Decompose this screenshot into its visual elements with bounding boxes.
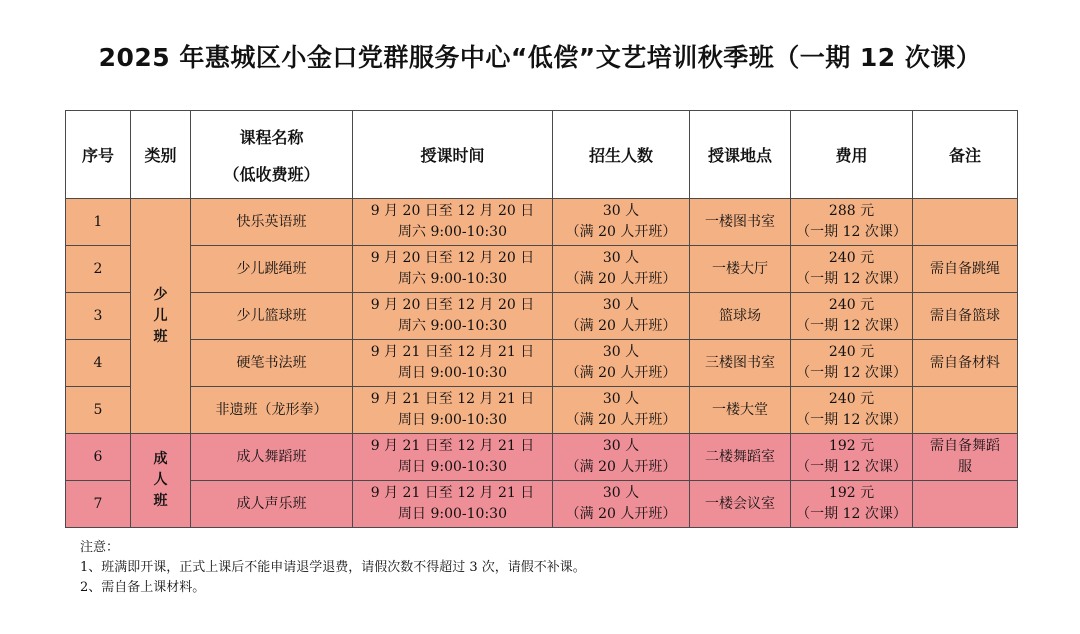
- fee: [791, 293, 913, 340]
- header-index: 序号: [66, 111, 131, 199]
- enrollment-count: 30 人: [602, 391, 640, 407]
- class-location: 三楼图书室: [690, 340, 791, 387]
- remark: [913, 387, 1018, 434]
- fee-note: （一期 12 次课）: [796, 318, 907, 334]
- enrollment: [553, 199, 690, 246]
- header-course: [191, 111, 353, 199]
- header-course-line2: （低收费班）: [223, 164, 320, 184]
- class-location: 二楼舞蹈室: [690, 434, 791, 481]
- remark: [913, 434, 1018, 481]
- row-index: 1: [66, 199, 131, 246]
- enrollment: [553, 481, 690, 528]
- enrollment-note: （满 20 人开班）: [565, 224, 677, 240]
- row-index: 6: [66, 434, 131, 481]
- course-name: 成人舞蹈班: [191, 434, 353, 481]
- category-char: 班: [153, 328, 168, 345]
- fee: [791, 340, 913, 387]
- table-row: [66, 246, 1018, 293]
- enrollment: [553, 293, 690, 340]
- category-char: 儿: [153, 307, 168, 324]
- fee-note: （一期 12 次课）: [796, 365, 907, 381]
- class-weekday-time: 周六 9:00-10:30: [398, 318, 507, 334]
- fee-note: （一期 12 次课）: [796, 412, 907, 428]
- course-name: 少儿跳绳班: [191, 246, 353, 293]
- table-row: [66, 340, 1018, 387]
- class-weekday-time: 周日 9:00-10:30: [398, 412, 507, 428]
- course-schedule-table: [65, 110, 1018, 528]
- class-location: 篮球场: [690, 293, 791, 340]
- enrollment-note: （满 20 人开班）: [565, 412, 677, 428]
- course-name: 成人声乐班: [191, 481, 353, 528]
- notes-section: [80, 538, 586, 598]
- category-char: 人: [153, 472, 168, 488]
- class-location: 一楼大堂: [690, 387, 791, 434]
- class-location: 一楼图书室: [690, 199, 791, 246]
- notes-heading: 注意：: [80, 540, 120, 555]
- fee: [791, 481, 913, 528]
- course-name: 非遗班（龙形拳）: [191, 387, 353, 434]
- class-time: [353, 199, 553, 246]
- enrollment-note: （满 20 人开班）: [565, 459, 677, 475]
- category-kids: [131, 199, 191, 434]
- enrollment: [553, 387, 690, 434]
- header-course-line1: 课程名称: [239, 127, 304, 147]
- table-row: [66, 387, 1018, 434]
- class-date-range: 9 月 20 日至 12 月 20 日: [370, 250, 535, 266]
- category-adults: [131, 434, 191, 528]
- header-time: 授课时间: [353, 111, 553, 199]
- enrollment-count: 30 人: [602, 250, 640, 266]
- row-index: 5: [66, 387, 131, 434]
- header-notes: 备注: [913, 111, 1018, 199]
- course-name: 少儿篮球班: [191, 293, 353, 340]
- class-location: 一楼大厅: [690, 246, 791, 293]
- fee-note: （一期 12 次课）: [796, 271, 907, 287]
- page-title: 2025 年惠城区小金口党群服务中心“低偿”文艺培训秋季班（一期 12 次课）: [98, 43, 982, 72]
- header-fee: 费用: [791, 111, 913, 199]
- class-time: [353, 434, 553, 481]
- class-time: [353, 340, 553, 387]
- fee-amount: 192 元: [828, 438, 875, 454]
- enrollment-count: 30 人: [602, 485, 640, 501]
- enrollment-note: （满 20 人开班）: [565, 506, 677, 522]
- class-time: [353, 246, 553, 293]
- remark-text: 需自备舞蹈服: [930, 438, 1000, 475]
- header-category: 类别: [131, 111, 191, 199]
- class-time: [353, 387, 553, 434]
- table-header-row: [66, 111, 1018, 199]
- fee-amount: 240 元: [828, 250, 875, 266]
- class-weekday-time: 周日 9:00-10:30: [398, 459, 507, 475]
- remark: 需自备材料: [913, 340, 1018, 387]
- notes-item: 1、班满即开课，正式上课后不能申请退学退费，请假次数不得超过 3 次，请假不补课。: [80, 560, 586, 575]
- fee-note: （一期 12 次课）: [796, 459, 907, 475]
- enrollment: [553, 246, 690, 293]
- enrollment-count: 30 人: [602, 297, 640, 313]
- class-date-range: 9 月 20 日至 12 月 20 日: [370, 203, 535, 219]
- fee-amount: 288 元: [828, 203, 875, 219]
- row-index: 4: [66, 340, 131, 387]
- fee-amount: 240 元: [828, 344, 875, 360]
- enrollment: [553, 434, 690, 481]
- enrollment-count: 30 人: [602, 203, 640, 219]
- course-name: 快乐英语班: [191, 199, 353, 246]
- row-index: 7: [66, 481, 131, 528]
- class-date-range: 9 月 20 日至 12 月 20 日: [370, 297, 535, 313]
- remark: [913, 199, 1018, 246]
- fee-amount: 192 元: [828, 485, 875, 501]
- enrollment-count: 30 人: [602, 344, 640, 360]
- enrollment-note: （满 20 人开班）: [565, 271, 677, 287]
- table-row: [66, 199, 1018, 246]
- fee: [791, 246, 913, 293]
- row-index: 3: [66, 293, 131, 340]
- fee-note: （一期 12 次课）: [796, 224, 907, 240]
- header-location: 授课地点: [690, 111, 791, 199]
- fee-amount: 240 元: [828, 391, 875, 407]
- header-enrollment: 招生人数: [553, 111, 690, 199]
- category-char: 成: [153, 451, 168, 467]
- class-time: [353, 481, 553, 528]
- enrollment-note: （满 20 人开班）: [565, 318, 677, 334]
- enrollment-count: 30 人: [602, 438, 640, 454]
- enrollment: [553, 340, 690, 387]
- remark: 需自备跳绳: [913, 246, 1018, 293]
- fee: [791, 199, 913, 246]
- course-name: 硬笔书法班: [191, 340, 353, 387]
- row-index: 2: [66, 246, 131, 293]
- class-location: 一楼会议室: [690, 481, 791, 528]
- category-char: 少: [153, 286, 168, 303]
- remark: [913, 481, 1018, 528]
- table-row: [66, 293, 1018, 340]
- class-date-range: 9 月 21 日至 12 月 21 日: [370, 391, 535, 407]
- fee: [791, 387, 913, 434]
- enrollment-note: （满 20 人开班）: [565, 365, 677, 381]
- fee: [791, 434, 913, 481]
- remark: 需自备篮球: [913, 293, 1018, 340]
- class-weekday-time: 周六 9:00-10:30: [398, 224, 507, 240]
- class-weekday-time: 周六 9:00-10:30: [398, 271, 507, 287]
- category-char: 班: [153, 493, 168, 509]
- table-row: [66, 481, 1018, 528]
- notes-item: 2、需自备上课材料。: [80, 580, 206, 595]
- fee-amount: 240 元: [828, 297, 875, 313]
- class-time: [353, 293, 553, 340]
- table-row: [66, 434, 1018, 481]
- class-weekday-time: 周日 9:00-10:30: [398, 365, 507, 381]
- class-date-range: 9 月 21 日至 12 月 21 日: [370, 485, 535, 501]
- class-date-range: 9 月 21 日至 12 月 21 日: [370, 438, 535, 454]
- class-date-range: 9 月 21 日至 12 月 21 日: [370, 344, 535, 360]
- fee-note: （一期 12 次课）: [796, 506, 907, 522]
- class-weekday-time: 周日 9:00-10:30: [398, 506, 507, 522]
